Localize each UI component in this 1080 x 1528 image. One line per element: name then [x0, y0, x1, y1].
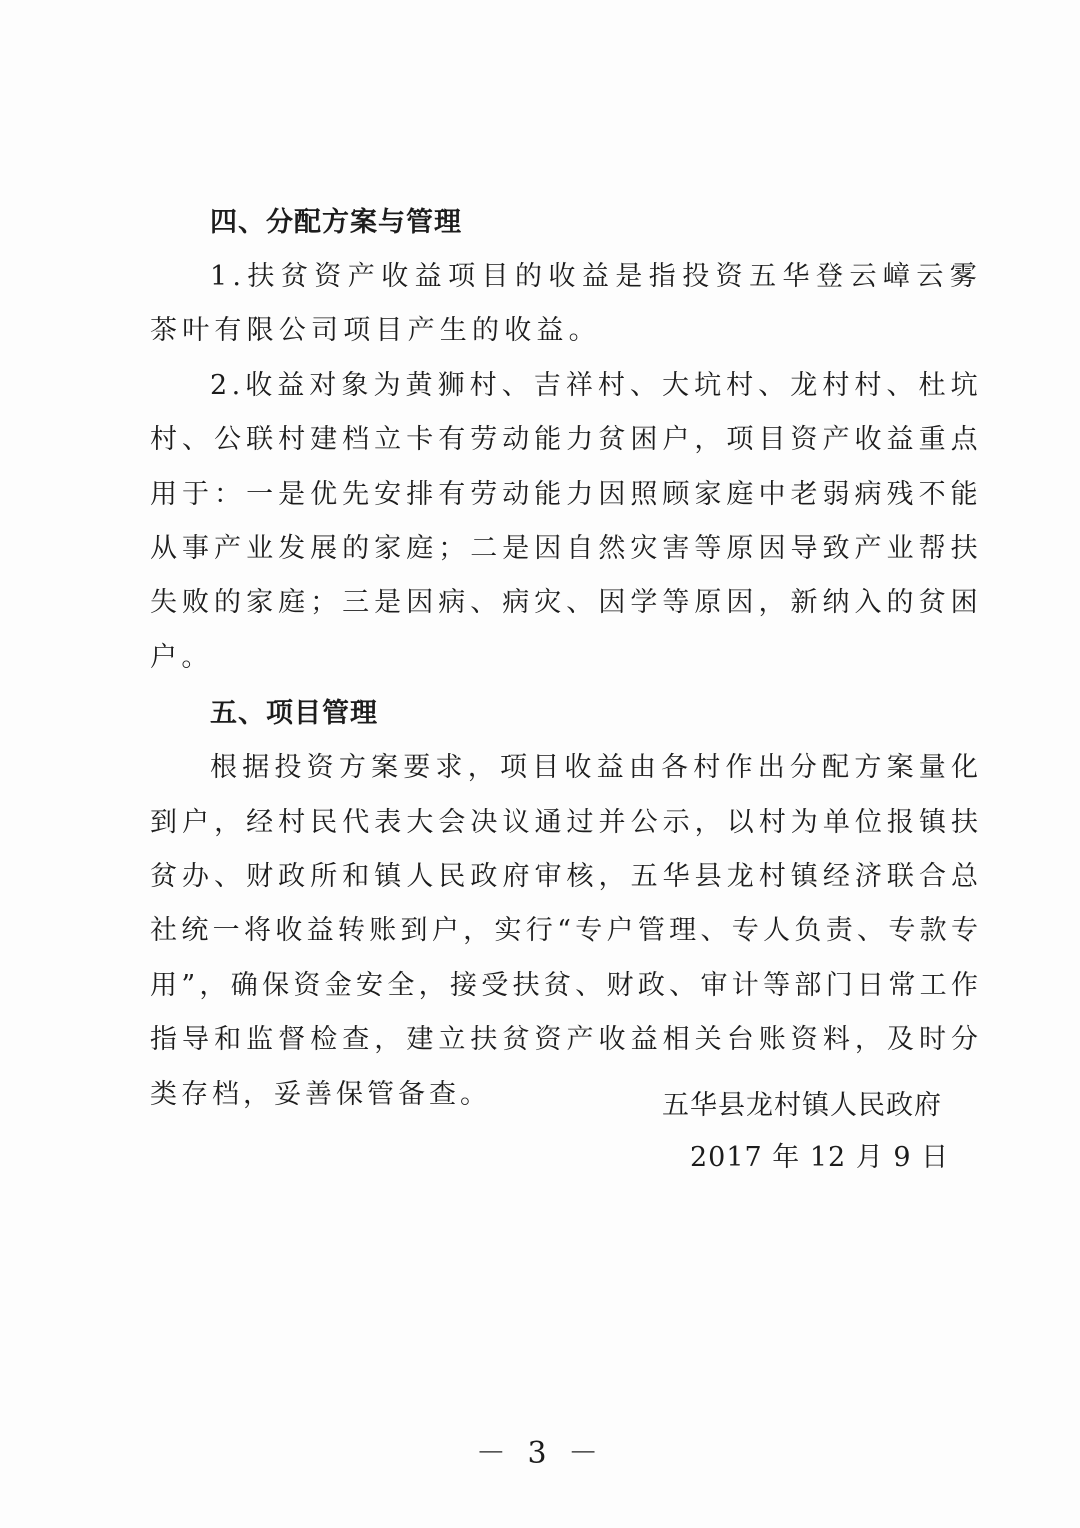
page-number: － 3 －	[475, 1436, 605, 1471]
paragraph-income-definition: 1.扶贫资产收益项目的收益是指投资五华登云嶂云雾茶叶有限公司项目产生的收益。	[150, 261, 982, 347]
paragraph-beneficiaries: 2.收益对象为黄狮村、吉祥村、大坑村、龙村村、杜坑村、公联村建档立卡有劳动能力贫困户，项目资产收益重点用于：一是优先安排有劳动能力因照顾家庭中老弱病残不能从事产业发展的家庭；二是因自然灾害等原因导致产业帮扶失败的家庭；三是因病、病灾、因学等原因，新纳入的贫困户。	[150, 369, 982, 673]
paragraph-management-rules: 根据投资方案要求，项目收益由各村作出分配方案量化到户，经村民代表大会决议通过并公示，以村为单位报镇扶贫办、财政所和镇人民政府审核，五华县龙村镇经济联合总社统一将收益转账到户，实行“专户管理、专人负责、专款专用”，确保资金安全，接受扶贫、财政、审计等部门日常工作指导和监督检查，建立扶贫资产收益相关台账资料，及时分类存档，妥善保管备查。	[150, 752, 982, 1110]
issue-date: 2017 年 12 月 9 日	[690, 1142, 950, 1173]
section-heading-distribution-plan: 四、分配方案与管理	[210, 207, 462, 238]
document-body	[150, 196, 982, 1122]
issuing-organization: 五华县龙村镇人民政府	[662, 1090, 942, 1121]
section-heading-project-management: 五、项目管理	[210, 698, 378, 730]
